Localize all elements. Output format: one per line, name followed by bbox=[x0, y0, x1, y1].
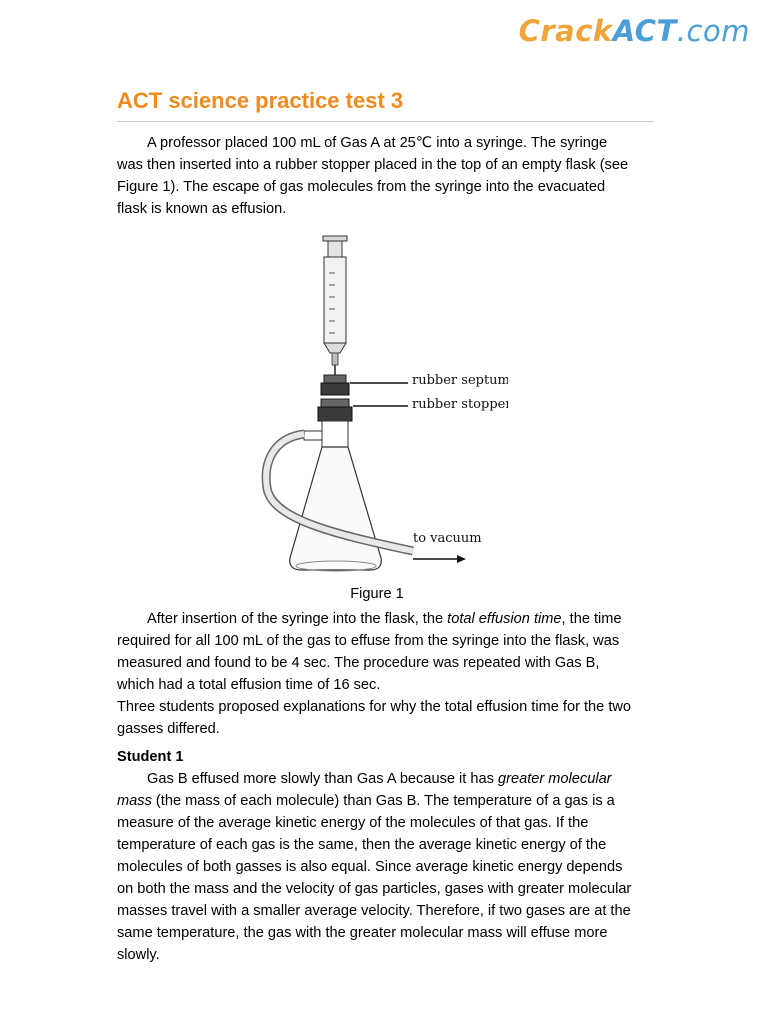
student-1-post: (the mass of each molecule) than Gas B. The temperature of a gas is a measure of the average kinetic energy of the molecules of that gas. If the temperature of each gas is the same, then the average kinetic energy of the molecules of both gasses is also equal. Since average kinetic energy depends on both the mass and the velocity of gas particles, gases with greater molecular masses travel with a smaller average velocity. Therefore, if two gases are at the same temperature, the gas with the greater molecular mass will effuse more slowly. bbox=[117, 793, 632, 963]
plunger-cap bbox=[323, 236, 347, 241]
syringe-barrel bbox=[324, 257, 346, 343]
label-rubber-septum: rubber septum bbox=[412, 373, 508, 388]
logo-com: .com bbox=[676, 14, 750, 48]
apparatus-diagram bbox=[258, 233, 508, 576]
label-to-vacuum: to vacuum bbox=[413, 531, 482, 546]
figure-1 bbox=[258, 233, 508, 576]
rubber-septum-base bbox=[321, 383, 349, 395]
rubber-septum bbox=[324, 375, 346, 383]
students-intro-paragraph: Three students proposed explanations for why the total effusion time for the two gasses differed. bbox=[117, 699, 632, 737]
logo-act: ACT bbox=[612, 14, 677, 48]
effusion-term: total effusion time bbox=[447, 611, 562, 627]
intro-block bbox=[117, 132, 637, 220]
flask-neck bbox=[322, 421, 348, 447]
effusion-paragraph bbox=[117, 608, 637, 696]
logo-crack: Crack bbox=[518, 14, 613, 48]
flask-side-arm bbox=[304, 431, 322, 440]
site-logo[interactable] bbox=[519, 14, 750, 48]
student-1-paragraph bbox=[117, 768, 637, 966]
body-block bbox=[117, 608, 637, 966]
label-rubber-stopper: rubber stopper bbox=[412, 397, 508, 412]
rubber-stopper bbox=[318, 407, 352, 421]
student-1-term: greater molecular mass bbox=[117, 771, 612, 809]
effusion-pre: After insertion of the syringe into the flask, the bbox=[147, 611, 448, 627]
rubber-stopper-top bbox=[321, 399, 349, 407]
title-divider bbox=[117, 121, 654, 122]
effusion-post: , the time required for all 100 mL of the gas to effuse from the syringe into the flask, was measured and found to be 4 sec. The procedure was repeated with Gas B, which had a total effusion time of 16 sec. bbox=[117, 611, 622, 693]
student-1-heading: Student 1 bbox=[117, 749, 184, 765]
intro-paragraph: A professor placed 100 mL of Gas A at 25℃ into a syringe. The syringe was then inserted into a rubber stopper placed in the top of an empty flask (see Figure 1). The escape of gas molecules from the syringe into the evacuated flask is known as effusion. bbox=[117, 135, 629, 217]
page-title: ACT science practice test 3 bbox=[117, 88, 404, 113]
student-1-pre: Gas B effused more slowly than Gas A because it has bbox=[147, 771, 498, 787]
plunger-rod bbox=[328, 241, 342, 257]
figure-caption: Figure 1 bbox=[350, 586, 404, 602]
